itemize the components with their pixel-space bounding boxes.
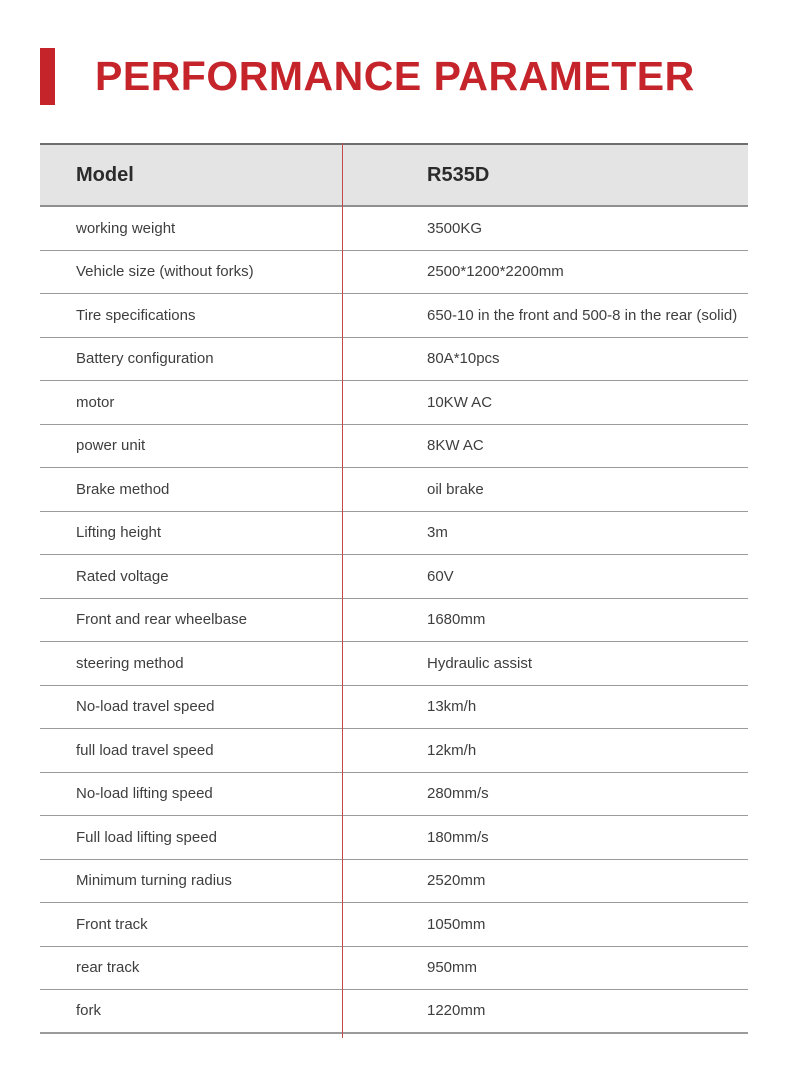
spec-value: 80A*10pcs <box>427 350 500 368</box>
table-row <box>40 512 748 556</box>
table-row <box>40 555 748 599</box>
spec-value: 3m <box>427 524 448 542</box>
spec-value: 1680mm <box>427 611 486 629</box>
spec-value: 2500*1200*2200mm <box>427 263 564 281</box>
spec-value: 8KW AC <box>427 437 484 455</box>
table-row <box>40 773 748 817</box>
spec-label: Battery configuration <box>76 350 214 368</box>
spec-label: Minimum turning radius <box>76 872 232 890</box>
table-row <box>40 816 748 860</box>
spec-label: Full load lifting speed <box>76 828 217 846</box>
spec-value: 950mm <box>427 959 478 977</box>
spec-label: No-load lifting speed <box>76 785 213 803</box>
table-header-model-value: R535D <box>427 163 490 186</box>
table-row <box>40 381 748 425</box>
page-title: PERFORMANCE PARAMETER <box>95 53 695 99</box>
spec-value: 3500KG <box>427 219 483 237</box>
table-header-model-label: Model <box>76 163 134 186</box>
title-accent-bar <box>40 48 55 105</box>
spec-label: No-load travel speed <box>76 698 215 716</box>
table-header-row <box>40 143 748 207</box>
table-row <box>40 860 748 904</box>
table-row <box>40 729 748 773</box>
table-row <box>40 642 748 686</box>
spec-value: 280mm/s <box>427 785 489 803</box>
table-column-divider <box>342 143 343 1038</box>
table-row <box>40 207 748 251</box>
table-row <box>40 468 748 512</box>
table-row <box>40 686 748 730</box>
table-row <box>40 338 748 382</box>
spec-label: Vehicle size (without forks) <box>76 263 254 281</box>
spec-value: 1050mm <box>427 915 486 933</box>
spec-label: Lifting height <box>76 524 162 542</box>
spec-value: 1220mm <box>427 1002 486 1020</box>
spec-value: 10KW AC <box>427 393 493 411</box>
table-row <box>40 294 748 338</box>
spec-label: Tire specifications <box>76 306 196 324</box>
spec-value: 13km/h <box>427 698 477 716</box>
spec-label: Front and rear wheelbase <box>76 611 247 629</box>
spec-label: steering method <box>76 654 184 672</box>
spec-value: 180mm/s <box>427 828 489 846</box>
spec-label: rear track <box>76 959 140 977</box>
table-body <box>40 207 748 1034</box>
spec-value: 2520mm <box>427 872 486 890</box>
spec-value: 12km/h <box>427 741 477 759</box>
spec-label: fork <box>76 1002 102 1020</box>
spec-label: working weight <box>76 219 176 237</box>
spec-value: 650-10 in the front and 500-8 in the rear (solid) <box>427 306 738 324</box>
spec-value: oil brake <box>427 480 484 498</box>
performance-parameter-table <box>40 143 748 1034</box>
spec-label: motor <box>76 393 115 411</box>
spec-value: 60V <box>427 567 454 585</box>
spec-label: Rated voltage <box>76 567 169 585</box>
table-row <box>40 947 748 991</box>
spec-label: Brake method <box>76 480 170 498</box>
table-row <box>40 251 748 295</box>
spec-label: Front track <box>76 915 148 933</box>
table-row <box>40 990 748 1034</box>
table-row <box>40 599 748 643</box>
table-row <box>40 425 748 469</box>
page-title-block <box>40 48 695 105</box>
spec-value: Hydraulic assist <box>427 654 533 672</box>
table-row <box>40 903 748 947</box>
spec-label: power unit <box>76 437 146 455</box>
spec-label: full load travel speed <box>76 741 214 759</box>
